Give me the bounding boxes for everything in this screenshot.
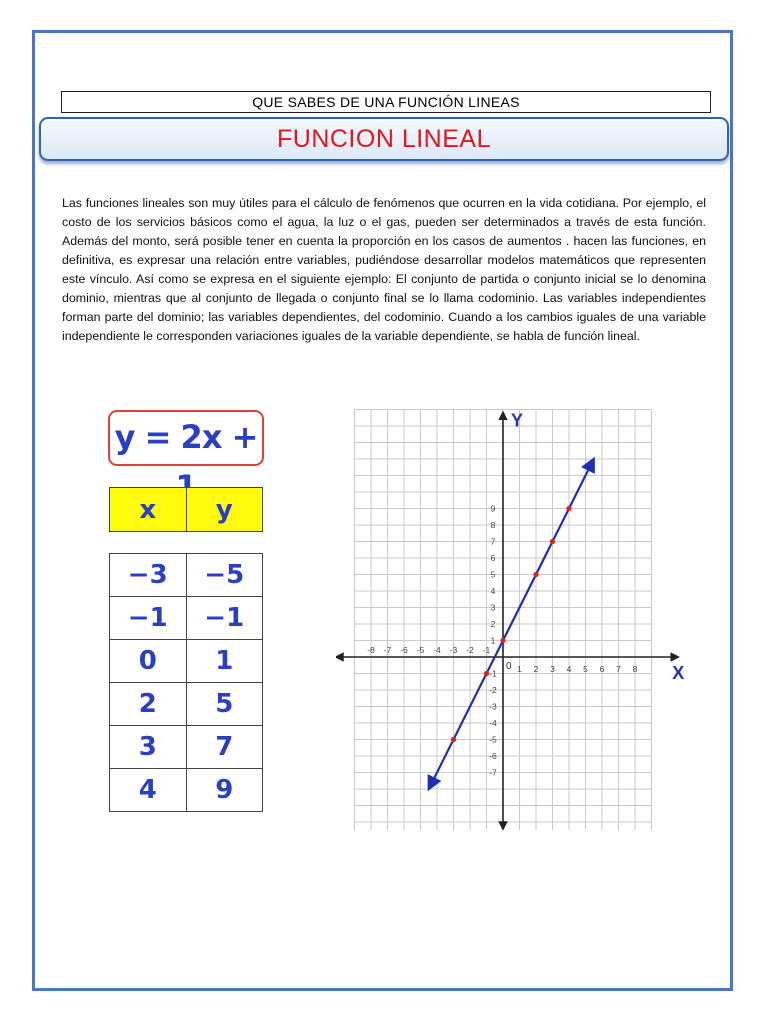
x-tick-label: 4 (566, 664, 572, 674)
header-x: x (110, 488, 187, 532)
table-row (110, 640, 263, 683)
cell-y: 5 (186, 683, 263, 726)
x-tick-label: 1 (517, 664, 522, 674)
cell-x: 2 (110, 683, 187, 726)
cell-x: 4 (110, 769, 187, 812)
data-point (484, 671, 489, 676)
cell-y: −5 (186, 554, 263, 597)
y-tick-label: -4 (489, 718, 497, 728)
y-tick-label: 6 (490, 553, 496, 563)
table-row (110, 597, 263, 640)
cell-x: 3 (110, 726, 187, 769)
y-tick-label: -7 (489, 767, 497, 778)
x-axis-title: X (672, 663, 685, 683)
data-point (533, 572, 538, 577)
intro-paragraph: Las funciones lineales son muy útiles para el cálculo de fenómenos que ocurren en la vida cotidiana. Por ejemplo, el costo de los servicios básicos como el agua, la luz o el gas, pueden ser determinados a través de esta función. Además del monto, será posible tener en cuenta la proporción en los casos de aumentos . hacen las funciones, en definitiva, es expresar una relación entre variables, pudiéndose desarrollar modelos matemáticos que representen este vínculo. Así como se expresa en el siguiente ejemplo: El conjunto de partida o conjunto inicial se lo denomina dominio, mientras que al conjunto de llegada o conjunto final se lo llama codominio. Las variables independientes forman parte del dominio; las variables dependientes, del codominio. Cuando a los cambios iguales de una variable independiente le corresponden variaciones iguales de la variable dependiente, se habla de función lineal. (62, 196, 706, 343)
x-tick-label: 7 (616, 664, 621, 674)
x-tick-label: 5 (583, 664, 588, 674)
x-tick-label: 6 (599, 664, 605, 674)
x-tick-label: -3 (449, 645, 458, 655)
y-tick-label: 1 (490, 635, 496, 646)
table-row (110, 683, 263, 726)
section-subtitle: QUE SABES DE UNA FUNCIÓN LINEAS (61, 91, 711, 113)
y-tick-label: 9 (490, 503, 496, 514)
page-title: FUNCION LINEAL (39, 117, 729, 161)
x-tick-label: -7 (383, 645, 392, 655)
cell-y: 1 (186, 640, 263, 683)
table-row (110, 554, 263, 597)
y-tick-label: 5 (490, 569, 496, 580)
x-tick-label: 3 (550, 664, 555, 674)
x-tick-label: 2 (533, 664, 539, 674)
y-axis-title: Y (511, 410, 524, 431)
x-tick-label: -2 (466, 645, 474, 655)
y-tick-label: 2 (490, 619, 496, 629)
y-tick-label: 4 (490, 586, 496, 596)
data-point (550, 539, 555, 544)
linear-function-graph (336, 402, 686, 852)
y-tick-label: 7 (490, 536, 496, 547)
y-tick-label: -6 (489, 751, 497, 761)
x-tick-label: 8 (632, 664, 638, 674)
xy-header-table (109, 487, 263, 532)
values-table (109, 553, 263, 812)
data-point (566, 506, 571, 511)
y-tick-label: -5 (489, 734, 497, 745)
table-row (110, 769, 263, 812)
y-tick-label: 8 (490, 520, 496, 530)
cell-x: −1 (110, 597, 187, 640)
cell-x: −3 (110, 554, 187, 597)
y-tick-label: -1 (489, 668, 497, 679)
y-tick-label: 3 (490, 602, 496, 613)
header-y: y (186, 488, 263, 532)
cell-y: 9 (186, 769, 263, 812)
cell-x: 0 (110, 640, 187, 683)
y-tick-label: -3 (489, 701, 497, 712)
data-point (451, 737, 456, 742)
x-tick-label: -1 (482, 645, 491, 655)
origin-label: 0 (506, 661, 512, 672)
x-tick-label: -8 (367, 645, 375, 655)
table-row (110, 726, 263, 769)
equation-box: y = 2x + (108, 410, 264, 466)
cell-y: −1 (186, 597, 263, 640)
y-tick-label: -2 (489, 685, 497, 695)
x-tick-label: -5 (416, 645, 425, 655)
data-point (500, 638, 505, 643)
cell-y: 7 (186, 726, 263, 769)
x-tick-label: -6 (400, 645, 408, 655)
x-tick-label: -4 (433, 645, 441, 655)
